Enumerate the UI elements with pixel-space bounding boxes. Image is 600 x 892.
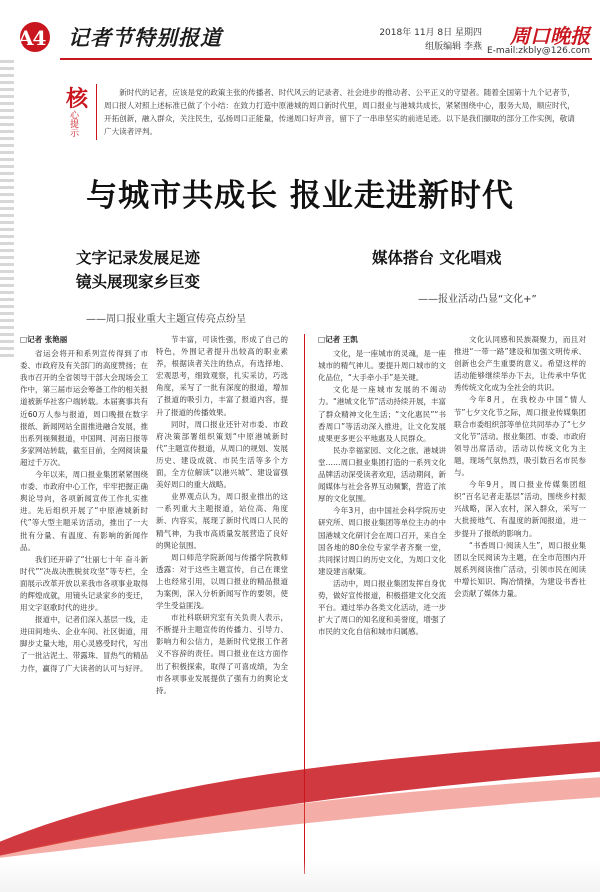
left-subheadline-kicker: ——周口报业重大主题宣传亮点纷呈 <box>86 314 246 325</box>
paragraph: 周口师范学院新闻与传播学院教师透露：对于这些主题宣传，自己在课堂上也经常引用，以周口报业的精品报道为案例，深入分析新闻写作的要领，使学生受益匪浅。 <box>156 552 288 611</box>
left-subheadline <box>76 246 200 294</box>
paragraph: “书香周口·阅读人生”，周口报业集团以全民阅读为主题，在全市范围内开展系列阅读推广活动，引领市民在阅读中增长知识、陶冶情操，为建设书香社会贡献了媒体力量。 <box>454 540 586 598</box>
left-subheadline-line2: 镜头展现家乡巨变 <box>76 272 201 291</box>
paragraph: 民办幸福家园、文化之旅、港城讲堂……周口报业集团打造的一系列文化品牌活动深受读者欢迎，活动期间，新闻媒体与社会各界互动频繁，营造了浓厚的文化氛围。 <box>318 445 446 504</box>
core-label-small: 心提示 <box>68 110 78 137</box>
left-subheadline-line1: 文字记录发展足迹 <box>76 248 201 267</box>
paragraph: 同时，周口报业还针对市委、市政府决策部署组织策划“中原港城新时代”主题宣传报道，从周口的规划、发展历史、建设成就、市民生活等多个方面，全方位解读“以港兴城”、建设富强美好周口的重大战略。 <box>156 419 288 490</box>
paragraph: 文化认同感和民族凝聚力，而且对推进“一带一路”建设和加强文明传承、创新也会产生重要的意义。希望这样的活动能够继续举办下去，让传承中华优秀传统文化成为全社会的共识。 <box>454 335 586 393</box>
paragraph: 报道中，记者们深入基层一线，走进田间地头、企业车间、社区街道，用脚步丈量大地，用心灵感受时代，写出了一批沾泥土、带露珠、冒热气的精品力作，赢得了广大读者的认可与好评。 <box>20 615 148 673</box>
contact-email: E-mail:zkbly@126.com <box>487 46 590 56</box>
paragraph: 文化是一座城市发展的不竭动力。“港城文化节”活动持续开展，丰富了群众精神文化生活；“文化惠民”“书香周口”等活动深入推进，让文化发展成果更多更公平地惠及人民群众。 <box>318 385 446 443</box>
paragraph: 活动中，周口报业集团发挥自身优势，做好宣传报道，积极搭建文化交流平台。通过举办各类文化活动，进一步扩大了周口的知名度和美誉度，增强了市民的文化自信和城市归属感。 <box>318 578 446 637</box>
red-ribbon-graphic <box>0 740 600 860</box>
page-number-badge <box>8 24 62 52</box>
core-label-big: 核 <box>66 86 89 112</box>
newspaper-logo: 周口晚报 <box>510 24 590 48</box>
paragraph: 市社科联研究室有关负责人表示，不断提升主题宣传的传播力、引导力、影响力和公信力，是新时代党报工作者义不容辞的责任。周口报业在这方面作出了积极探索，取得了可喜成绩，为全市各项事业发展提供了强有力的舆论支持。 <box>156 613 288 695</box>
paragraph: 今年9月，周口报业传媒集团组织“百名记者走基层”活动，围绕乡村振兴战略，深入农村，深入群众，采写一大批接地气、有温度的新闻报道，进一步提升了报纸的影响力。 <box>454 480 586 538</box>
paragraph: 我们还开辟了“壮丽七十年 奋斗新时代”“决战决胜脱贫攻坚”等专栏，全面展示改革开放以来我市各项事业取得的辉煌成就，用镜头记录家乡的变迁，用文字讴歌时代的进步。 <box>20 554 148 613</box>
article-left-byline: □记者 张艳丽 <box>20 335 68 344</box>
editor-credit: 组版编辑 李燕 <box>425 42 482 52</box>
right-subheadline-kicker: ——报业活动凸显“文化+” <box>418 294 537 305</box>
paragraph: 今年3月，由中国社会科学院历史研究所、周口报业集团等单位主办的中国港城文化研讨会在周口召开，来自全国各地的80余位专家学者齐聚一堂，共同探讨周口的历史文化，为周口文化建设建言献策。 <box>318 506 446 576</box>
issue-date: 2018年 11月 8日 星期四 <box>379 28 482 38</box>
core-summary-label <box>60 82 94 142</box>
issue-meta <box>379 26 482 54</box>
paragraph: 业界观点认为，周口报业推出的这一系列重大主题报道，站位高、角度新、内容实，展现了新时代周口人民的精气神，为我市高质量发展营造了良好的舆论氛围。 <box>156 492 288 550</box>
bottom-fade <box>0 860 600 892</box>
page-header <box>0 0 600 60</box>
article-right-byline: □记者 王凯 <box>318 335 358 344</box>
paragraph: 文化，是一座城市的灵魂，是一座城市的精气神儿。要提升周口城市的文化品位，“大手牵小手”是关键。 <box>318 349 446 383</box>
page-number: A4 <box>18 26 46 50</box>
paragraph: 今年以来，周口报业集团紧紧围绕市委、市政府中心工作，牢牢把握正确舆论导向，各项新闻宣传工作扎实推进。先后组织开展了“中原港城新时代”等大型主题采访活动，推出了一大批有分量、有温度、有影响的新闻作品。 <box>20 470 148 552</box>
header-rule <box>60 58 592 60</box>
core-summary-text: 新时代的记者，应该是党的政策主张的传播者、时代风云的记录者、社会进步的推动者、公平正义的守望者。随着全国第十九个记者节，周口报人对照上述标准已做了个小结：在致力打造中原港城的周口新时代里，周口报业与港城共成长，紧紧围绕中心，服务大局，顺应时代，开拓创新，融入群众，关注民生，弘扬周口正能量，传递周口好声音，留下了一串串坚实的前进足迹。以下是我们撷取的部分工作实例，敬请广大读者评判。 <box>104 88 575 136</box>
core-summary-rule <box>96 84 97 140</box>
main-headline: 与城市共成长 报业走进新时代 <box>86 178 514 214</box>
section-title: 记者节特别报道 <box>68 25 222 50</box>
paragraph: 省运会将开和系列宣传得到了市委、市政府及有关部门的高度赞扬；在我市召开的全省领导干部大会现场会工作中，第三届市运会筹备工作的相关报道被新华社客户端转载。本届赛事共有近60万人参与报道，周口晚报在数字报纸、新闻网站全面推进融合发展，推出系列视频报道，中国网、河南日报等多家网站转载，截至目前，全网阅读量超过千万次。 <box>20 349 148 467</box>
core-summary-box <box>60 82 588 142</box>
paragraph: 节丰富，可读性强，形成了自己的特色，外围记者提升出较高的职业素养，根据读者关注的热点，有选择地、宏观思考，细致观察，扎实采访，巧选角度，采写了一批有深度的报道，增加了报道的吸引力，丰富了报道内容，提升了报道的传播效果。 <box>156 335 288 417</box>
paragraph: 今年8月，在我校办中国“情人节”七夕文化节之际，周口报业传媒集团联合市委组织部等单位共同举办了“七夕文化节”活动。报业集团、市委、市政府领导出席活动，活动以传统文化为主题，现场气氛热烈，吸引数百名市民参与。 <box>454 395 586 478</box>
right-subheadline: 媒体搭台 文化唱戏 <box>372 248 502 267</box>
